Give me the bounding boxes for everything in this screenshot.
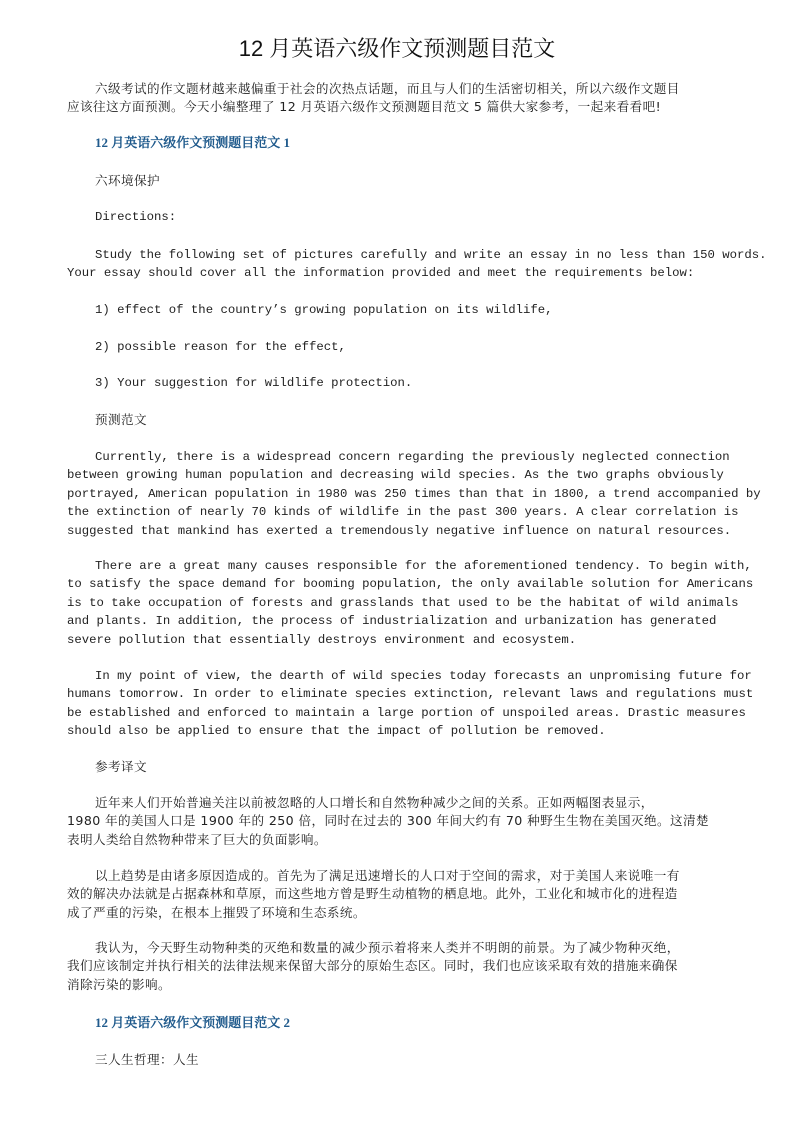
text-line: 近年来人们开始普遍关注以前被忽略的人口增长和自然物种减少之间的关系。正如两幅图表显示， [95,795,654,810]
text-line: 我们应该制定并执行相关的法律法规来保留大部分的原始生态区。同时，我们也应该采取有效的措施来确保 [67,958,678,974]
heading-text: 12 月英语六级作文预测题目范文 2 [95,1015,291,1030]
text-line: 三人生哲理：人生 [95,1052,199,1067]
requirement-3 [67,374,737,392]
section-heading [67,134,737,152]
text-line: portrayed, American population in 1980 was 250 times than that in 1800, a trend accompanied by [67,486,761,501]
text-line: is to take occupation of forests and grasslands that used to be the habitat of wild animals [67,595,739,610]
text-line: be established and enforced to maintain a large portion of unspoiled areas. Drastic measures [67,705,746,720]
translation-label [67,758,737,776]
text-line: 六级考试的作文题材越来越偏重于社会的次热点话题，而且与人们的生活密切相关，所以六级作文题目 [95,81,680,96]
text-line: and plants. In addition, the process of industrialization and urbanization has generated [67,614,717,629]
heading-text: 12 月英语六级作文预测题目范文 1 [95,135,291,150]
essay-paragraph-3 [67,667,754,741]
requirement-2 [67,338,737,356]
topic-2 [67,1051,737,1069]
sample-label [67,411,737,429]
translation-paragraph-1 [67,794,737,849]
essay-paragraph-2 [67,557,754,649]
text-line: 表明人类给自然物种带来了巨大的负面影响。 [67,831,327,847]
text-line: 以上趋势是由诸多原因造成的。首先为了满足迅速增长的人口对于空间的需求，对于美国人来说唯一有 [95,868,680,883]
text-line: humans tomorrow. In order to eliminate species extinction, relevant laws and regulations must [67,687,754,702]
translation-paragraph-2 [67,867,737,922]
text-line: 3) Your suggestion for wildlife protection. [95,376,413,390]
text-line: 应该往这方面预测。今天小编整理了 12 月英语六级作文预测题目范文 5 篇供大家参考，一起来看看吧! [67,99,662,115]
text-line: 效的解决办法就是占据森林和草原，而这些地方曾是野生动植物的栖息地。此外，工业化和城市化的进程造 [67,886,678,902]
text-line: 我认为，今天野生动物种类的灭绝和数量的减少预示着将来人类并不明朗的前景。为了减少物种灭绝， [95,940,680,955]
text-line: Your essay should cover all the information provided and meet the requirements below: [67,266,695,281]
text-line: There are a great many causes responsible for the aforementioned tendency. To begin with, [95,559,752,573]
topic [67,172,737,190]
text-line: between growing human population and decreasing wild species. As the two graphs obviously [67,468,724,483]
directions-paragraph [67,246,767,283]
text-line: suggested that mankind has exerted a tremendously negative influence on natural resources. [67,523,732,538]
intro-paragraph [67,80,737,117]
page-title: 12 月英语六级作文预测题目范文 [238,36,556,61]
text-line: 参考译文 [95,759,147,774]
text-line: severe pollution that essentially destroys environment and ecosystem. [67,632,577,647]
text-line: 1) effect of the country’s growing population on its wildlife, [95,303,553,317]
text-line: 1980 年的美国人口是 1900 年的 250 倍，同时在过去的 300 年间大约有 70 种野生生物在美国灭绝。这清楚 [67,813,710,829]
text-line: 六环境保护 [95,173,160,188]
text-line: Study the following set of pictures carefully and write an essay in no less than 150 words. [95,248,767,262]
text-line: Currently, there is a widespread concern regarding the previously neglected connection [95,450,730,464]
essay-paragraph-1 [67,448,761,540]
translation-paragraph-3 [67,939,737,994]
text-line: 预测范文 [95,412,147,427]
text-line: should also be applied to ensure that the impact of pollution be removed. [67,724,606,739]
text-line: 2) possible reason for the effect, [95,340,346,354]
directions-label [67,208,737,226]
requirement-1 [67,301,737,319]
text-line: 消除污染的影响。 [67,976,171,992]
text-line: the extinction of nearly 70 kinds of wildlife in the past 300 years. A clear correlation is [67,505,739,520]
text-line: In my point of view, the dearth of wild species today forecasts an unpromising future for [95,669,752,683]
text-line: 成了严重的污染，在根本上摧毁了环境和生态系统。 [67,904,366,920]
section-heading-2 [67,1014,737,1032]
text-line: Directions: [95,210,177,224]
text-line: to satisfy the space demand for booming population, the only available solution for Americans [67,577,754,592]
